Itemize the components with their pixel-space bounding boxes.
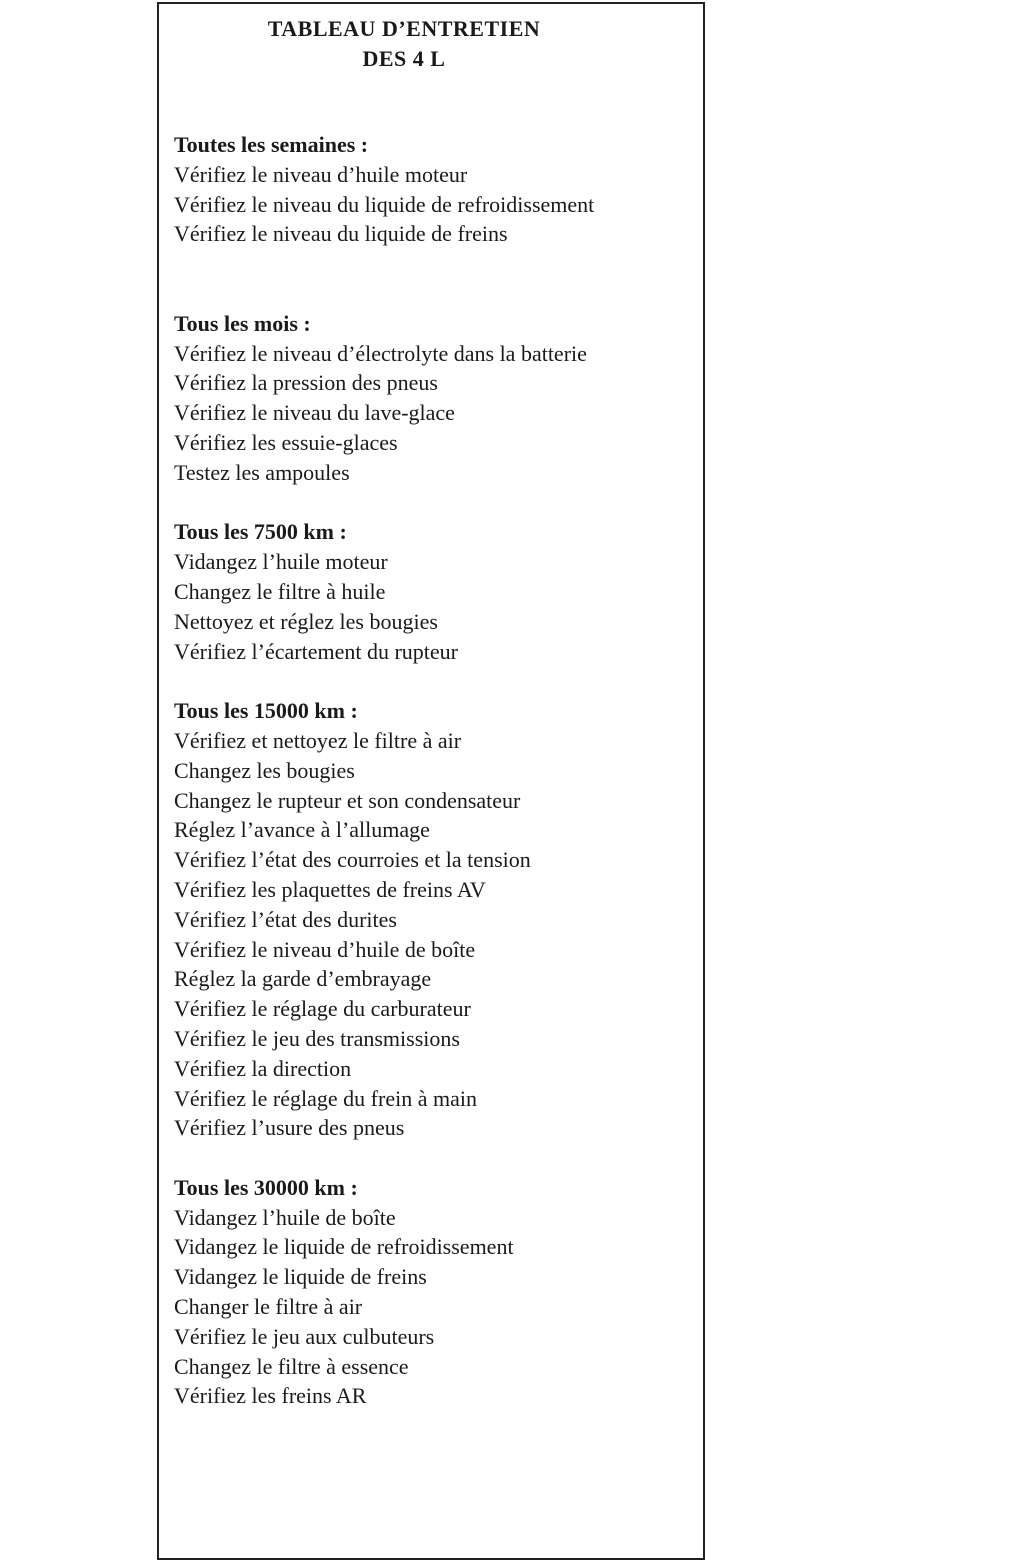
list-item: Vérifiez le niveau du lave-glace bbox=[174, 400, 455, 426]
title-line-2: DES 4 L bbox=[362, 46, 446, 71]
spacer bbox=[174, 1143, 699, 1173]
list-item: Vérifiez le niveau d’électrolyte dans la batterie bbox=[174, 340, 587, 366]
section-15000-km bbox=[174, 696, 699, 1143]
list-item: Nettoyez et réglez les bougies bbox=[174, 608, 438, 634]
maintenance-sections bbox=[174, 130, 699, 1411]
list-item: Vérifiez les freins AR bbox=[174, 1383, 367, 1409]
list-item: Vidangez l’huile moteur bbox=[174, 549, 388, 575]
list-item: Vérifiez le niveau du liquide de refroidissement bbox=[174, 191, 595, 217]
list-item: Vérifiez le jeu aux culbuteurs bbox=[174, 1323, 435, 1349]
list-item: Vérifiez l’usure des pneus bbox=[174, 1115, 405, 1141]
spacer bbox=[174, 488, 699, 518]
spacer bbox=[174, 249, 699, 309]
list-item: Vidangez le liquide de freins bbox=[174, 1264, 427, 1290]
section-30000-km bbox=[174, 1173, 699, 1411]
title-line-1: TABLEAU D’ENTRETIEN bbox=[267, 16, 541, 41]
section-heading: Tous les mois : bbox=[174, 310, 311, 336]
section-heading: Tous les 30000 km : bbox=[174, 1174, 358, 1200]
list-item: Vérifiez le réglage du carburateur bbox=[174, 996, 471, 1022]
section-heading: Tous les 7500 km : bbox=[174, 519, 347, 545]
list-item: Changez le filtre à essence bbox=[174, 1353, 409, 1379]
maintenance-sheet bbox=[157, 2, 705, 1560]
list-item: Vérifiez le réglage du frein à main bbox=[174, 1085, 477, 1111]
list-item: Vérifiez l’écartement du rupteur bbox=[174, 638, 459, 664]
list-item: Changer le filtre à air bbox=[174, 1294, 363, 1320]
list-item: Vérifiez l’état des durites bbox=[174, 906, 397, 932]
list-item: Vérifiez les plaquettes de freins AV bbox=[174, 876, 486, 902]
section-heading: Toutes les semaines : bbox=[174, 132, 369, 157]
list-item: Vérifiez et nettoyez le filtre à air bbox=[174, 727, 462, 753]
list-item: Réglez l’avance à l’allumage bbox=[174, 817, 430, 843]
list-item: Changez les bougies bbox=[174, 757, 355, 783]
list-item: Vérifiez le jeu des transmissions bbox=[174, 1025, 460, 1051]
section-7500-km bbox=[174, 517, 699, 666]
list-item: Vérifiez la direction bbox=[174, 1055, 352, 1081]
list-item: Vérifiez le niveau du liquide de freins bbox=[174, 221, 508, 247]
spacer bbox=[174, 666, 699, 696]
list-item: Vérifiez les essuie-glaces bbox=[174, 429, 398, 455]
section-heading: Tous les 15000 km : bbox=[174, 698, 358, 724]
list-item: Testez les ampoules bbox=[174, 459, 350, 485]
section-weekly bbox=[174, 130, 699, 249]
list-item: Réglez la garde d’embrayage bbox=[174, 966, 432, 992]
list-item: Vérifiez l’état des courroies et la tension bbox=[174, 847, 531, 873]
list-item: Changez le filtre à huile bbox=[174, 578, 386, 604]
list-item: Changez le rupteur et son condensateur bbox=[174, 787, 521, 813]
list-item: Vérifiez le niveau d’huile moteur bbox=[174, 161, 468, 187]
section-monthly bbox=[174, 309, 699, 488]
list-item: Vidangez le liquide de refroidissement bbox=[174, 1234, 514, 1260]
list-item: Vérifiez le niveau d’huile de boîte bbox=[174, 936, 476, 962]
list-item: Vérifiez la pression des pneus bbox=[174, 370, 438, 396]
document-title bbox=[159, 14, 649, 74]
list-item: Vidangez l’huile de boîte bbox=[174, 1204, 396, 1230]
